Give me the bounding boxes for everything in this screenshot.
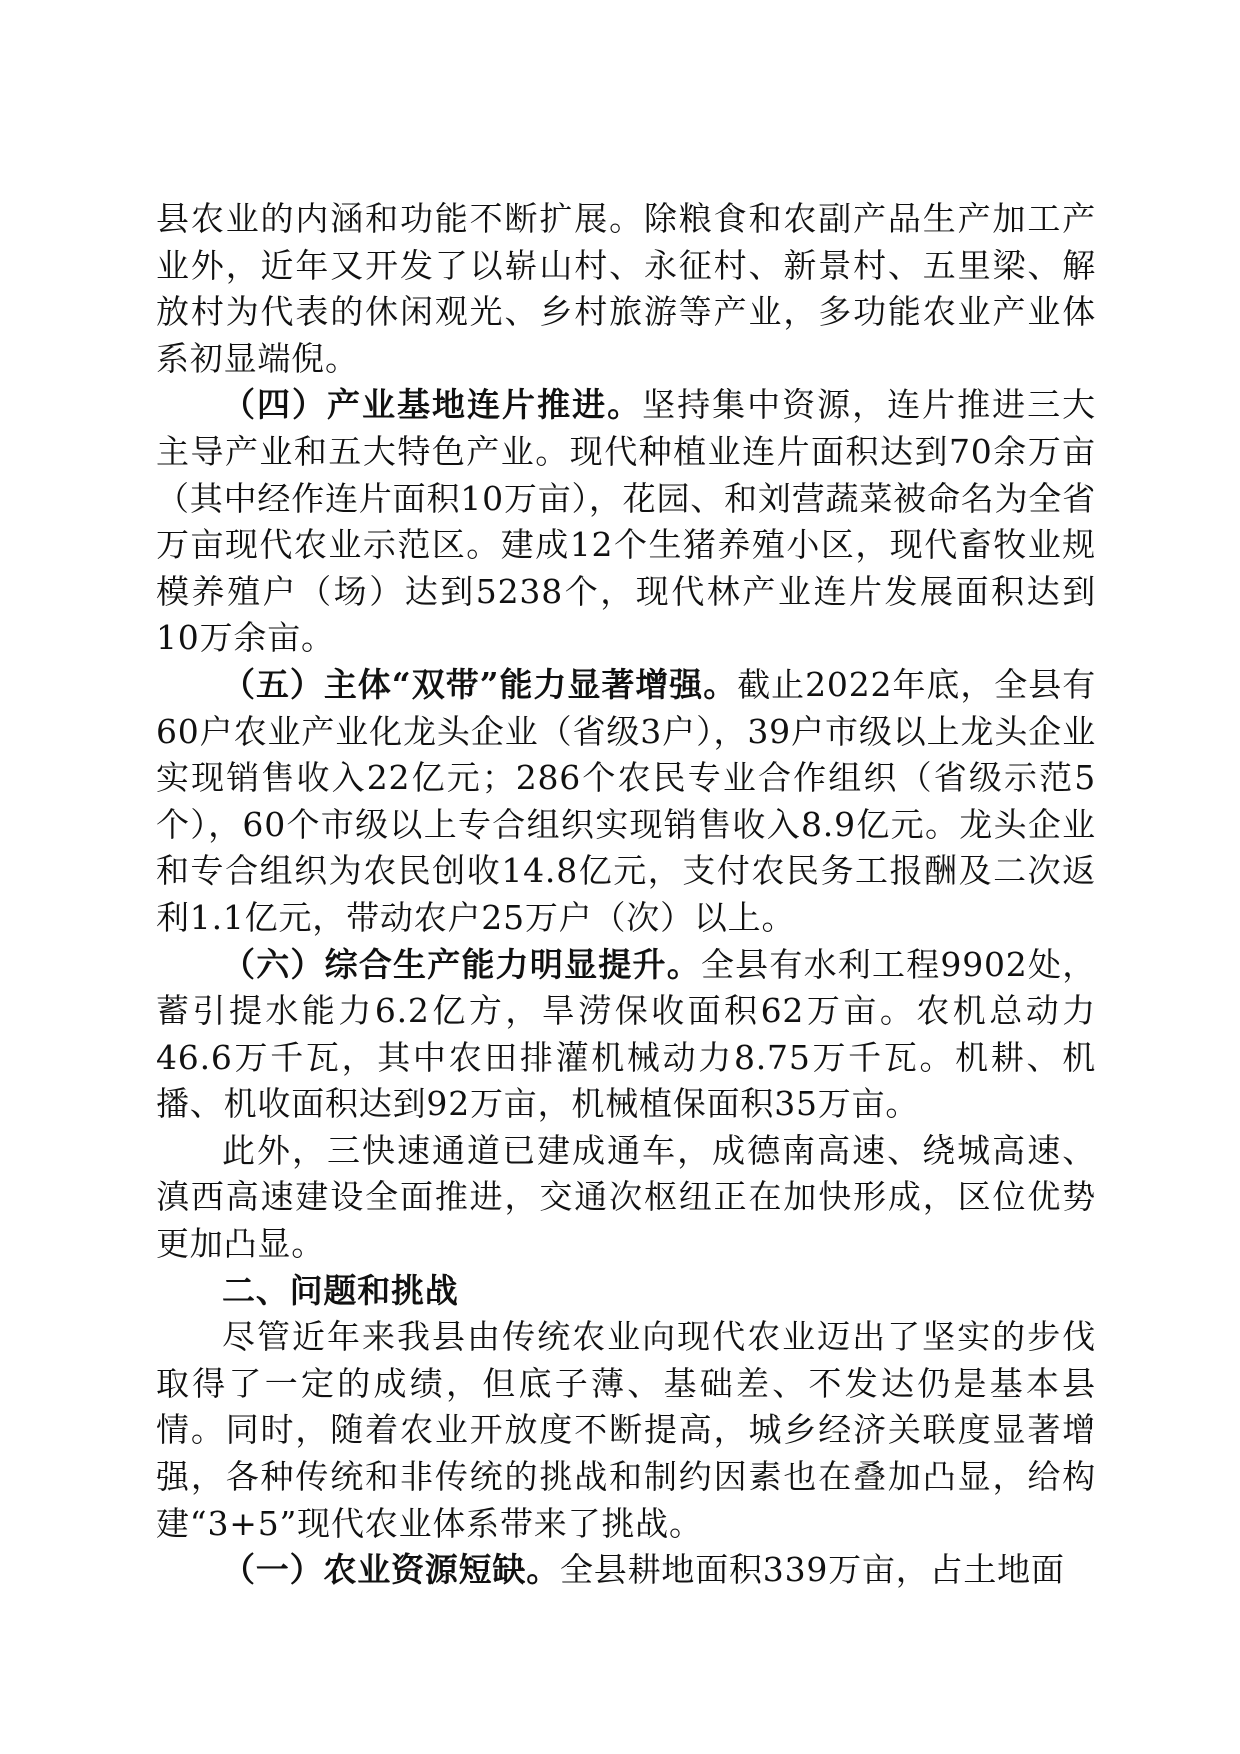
paragraph-industrial-bases <box>156 382 1096 662</box>
paragraph-title: （六）综合生产能力明显提升。 <box>222 944 701 984</box>
paragraph-dual-drive <box>156 662 1096 942</box>
paragraph-body: 县农业的内涵和功能不断扩展。除粮食和农副产品生产加工产业外，近年又开发了以崭山村、永征村、新景村、五里梁、解放村为代表的休闲观光、乡村旅游等产业，多功能农业产业体系初显端倪。 <box>156 199 1096 378</box>
paragraph-resource-shortage <box>156 1547 1096 1594</box>
paragraph-body: 全县有水利工程9902处，蓄引提水能力6.2亿方，旱涝保收面积62万亩。农机总动力46.6万千瓦，其中农田排灌机械动力8.75万千瓦。机耕、机播、机收面积达到92万亩，机械植保面积35万亩。 <box>156 944 1097 1124</box>
paragraph-agriculture-functions <box>156 196 1096 382</box>
paragraph-title: （一）农业资源短缺。 <box>222 1550 560 1590</box>
paragraph-body: 此外，三快速通道已建成通车，成德南高速、绕城高速、滇西高速建设全面推进，交通次枢纽正在加快形成，区位优势更加凸显。 <box>156 1130 1096 1264</box>
paragraph-challenges-intro <box>156 1314 1096 1547</box>
paragraph-title: （五）主体“双带”能力显著增强。 <box>222 664 738 704</box>
paragraph-production-capacity <box>156 942 1096 1128</box>
paragraph-body: 尽管近年来我县由传统农业向现代农业迈出了坚实的步伐取得了一定的成绩，但底子薄、基础差、不发达仍是基本县情。同时，随着农业开放度不断提高，城乡经济关联度显著增强，各种传统和非传统的挑战和制约因素也在叠加凸显，给构建“3+5”现代农业体系带来了挑战。 <box>156 1317 1096 1543</box>
document-page <box>156 196 1096 1594</box>
paragraph-title: （四）产业基地连片推进。 <box>222 385 643 425</box>
section-heading: 二、问题和挑战 <box>222 1270 459 1310</box>
paragraph-body: 截止2022年底，全县有60户农业产业化龙头企业（省级3户），39户市级以上龙头企业实现销售收入22亿元；286个农民专业合作组织（省级示范5个），60个市级以上专合组织实现销售收入8.9亿元。龙头企业和专合组织为农民创收14.8亿元，支付农民务工报酬及二次返利1.1亿元，带动农户25万户（次）以上。 <box>156 664 1096 937</box>
paragraph-transport <box>156 1128 1096 1268</box>
paragraph-body: 全县耕地面积339万亩，占土地面 <box>560 1550 1065 1590</box>
paragraph-body: 坚持集中资源，连片推进三大主导产业和五大特色产业。现代种植业连片面积达到70余万亩（其中经作连片面积10万亩），花园、和刘营蔬菜被命名为全省万亩现代农业示范区。建成12个生猪养殖小区，现代畜牧业规模养殖户（场）达到5238个，现代林产业连片发展面积达到10万余亩。 <box>156 385 1096 658</box>
